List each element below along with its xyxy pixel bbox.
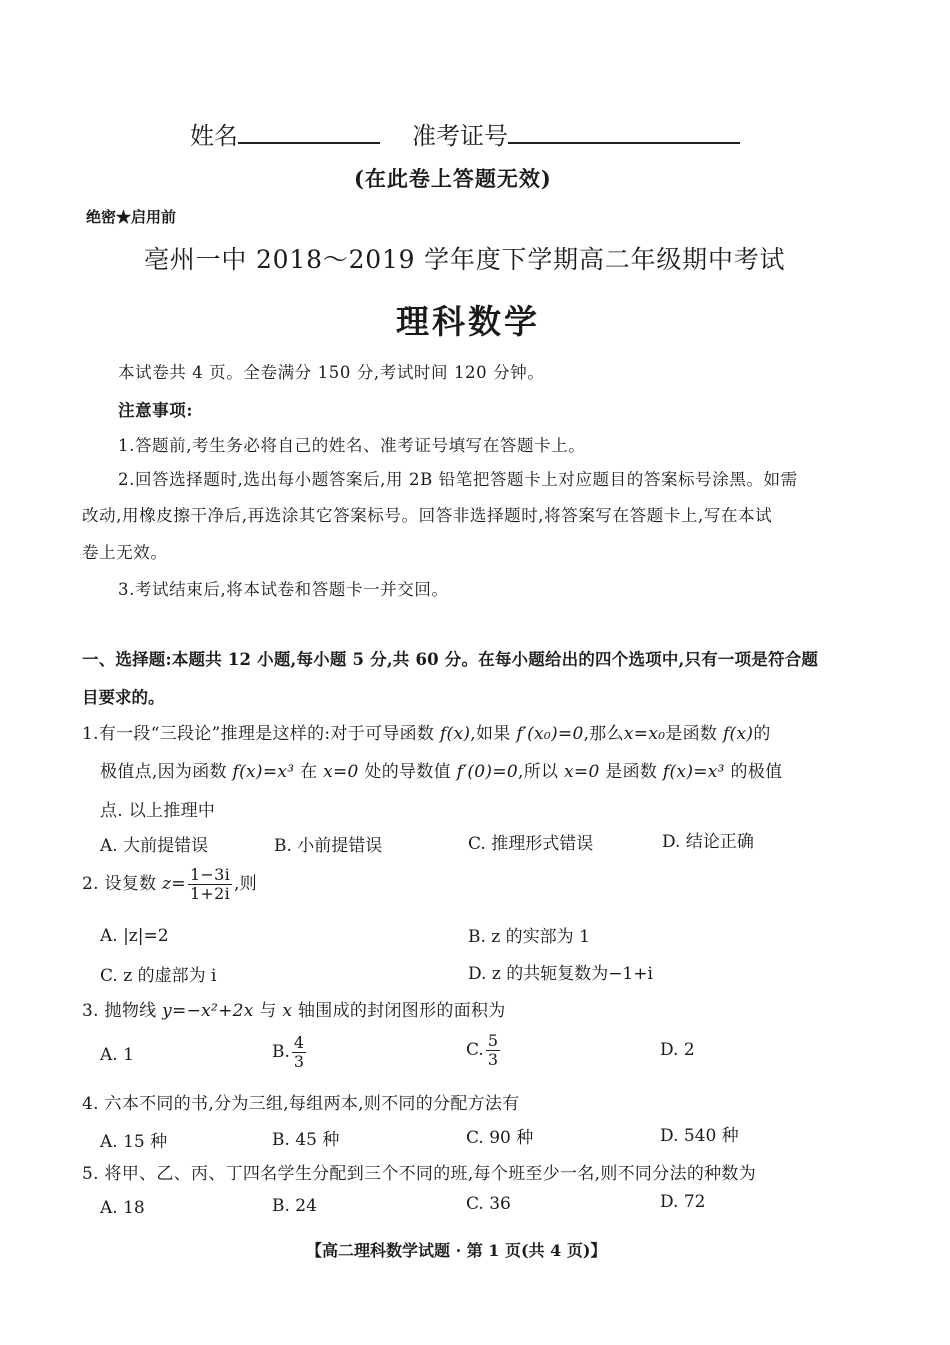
- section-1-heading-line2: 目要求的。: [82, 688, 165, 707]
- q2-fraction: $\frac{1-3i}{1+2i}$: [189, 865, 231, 903]
- q3-option-b-fraction: $\frac{4}{3}$: [293, 1033, 305, 1071]
- q2-option-a[interactable]: A. |z|=2: [100, 926, 169, 946]
- q1-line1: 1.有一段“三段论”推理是这样的:对于可导函数 f(x),如果 f′(x₀)=0,那么x=x₀是函数 f(x)的: [82, 724, 771, 744]
- name-label: 姓名: [190, 122, 238, 150]
- secret-mark: 绝密★启用前: [86, 208, 177, 226]
- q4-option-a[interactable]: A. 15 种: [100, 1132, 168, 1152]
- id-label-row: [412, 116, 740, 151]
- section-1-heading-line1: 一、选择题:本题共 12 小题,每小题 5 分,共 60 分。在每小题给出的四个选项中,只有一项是符合题: [82, 650, 819, 669]
- q3-option-a[interactable]: A. 1: [100, 1045, 134, 1065]
- exam-intro: 本试卷共 4 页。全卷满分 150 分,考试时间 120 分钟。: [118, 363, 545, 382]
- q1-option-c[interactable]: C. 推理形式错误: [468, 834, 594, 854]
- id-label: 准考证号: [412, 122, 508, 150]
- q1-line3: 点. 以上推理中: [100, 801, 216, 821]
- q3-option-c[interactable]: C. $\frac{5}{3}$: [466, 1031, 498, 1069]
- q1-option-b[interactable]: B. 小前提错误: [274, 836, 383, 856]
- name-label-row: [190, 116, 380, 151]
- q2-option-b[interactable]: B. z 的实部为 1: [468, 927, 590, 947]
- q5-stem: 5. 将甲、乙、丙、丁四名学生分配到三个不同的班,每个班至少一名,则不同分法的种数为: [82, 1164, 757, 1184]
- q3-option-d[interactable]: D. 2: [660, 1040, 695, 1060]
- q4-option-b[interactable]: B. 45 种: [272, 1130, 340, 1150]
- q5-option-d[interactable]: D. 72: [660, 1192, 706, 1212]
- name-blank[interactable]: [238, 141, 380, 144]
- q5-option-b[interactable]: B. 24: [272, 1196, 317, 1216]
- id-blank[interactable]: [508, 141, 740, 144]
- q2-option-c[interactable]: C. z 的虚部为 i: [100, 966, 217, 986]
- q1-line2: 极值点,因为函数 f(x)=x³ 在 x=0 处的导数值 f′(0)=0,所以 x=0 是函数 f(x)=x³ 的极值: [100, 762, 783, 782]
- q2-stem: 2. 设复数 z= $\frac{1-3i}{1+2i}$ ,则: [82, 865, 258, 903]
- subject-title: 理科数学: [396, 302, 540, 341]
- notes-heading: 注意事项:: [118, 401, 194, 420]
- note-2-line2: 改动,用橡皮擦干净后,再选涂其它答案标号。回答非选择题时,将答案写在答题卡上,写在本试: [82, 506, 773, 525]
- q4-stem: 4. 六本不同的书,分为三组,每组两本,则不同的分配方法有: [82, 1094, 520, 1114]
- q5-option-a[interactable]: A. 18: [100, 1198, 145, 1218]
- q1-option-d[interactable]: D. 结论正确: [662, 832, 754, 852]
- note-2-line3: 卷上无效。: [82, 543, 168, 562]
- note-3: 3.考试结束后,将本试卷和答题卡一并交回。: [118, 580, 449, 599]
- q3-stem: 3. 抛物线 y=−x²+2x 与 x 轴围成的封闭图形的面积为: [82, 1001, 506, 1021]
- exam-title: 亳州一中 2018～2019 学年度下学期高二年级期中考试: [144, 245, 786, 274]
- q4-option-d[interactable]: D. 540 种: [660, 1126, 739, 1146]
- q5-option-c[interactable]: C. 36: [466, 1194, 511, 1214]
- page-footer: 【高二理科数学试题 · 第 1 页(共 4 页)】: [306, 1241, 607, 1260]
- q2-option-d[interactable]: D. z 的共轭复数为−1+i: [468, 964, 653, 984]
- note-2-line1: 2.回答选择题时,选出每小题答案后,用 2B 铅笔把答题卡上对应题目的答案标号涂黑。如需: [118, 470, 798, 489]
- q4-option-c[interactable]: C. 90 种: [466, 1128, 534, 1148]
- q3-option-c-fraction: $\frac{5}{3}$: [487, 1031, 498, 1069]
- note-1: 1.答题前,考生务必将自己的姓名、准考证号填写在答题卡上。: [118, 436, 586, 455]
- q3-option-b[interactable]: B. $\frac{4}{3}$: [272, 1033, 305, 1071]
- answer-notice: (在此卷上答题无效): [354, 166, 552, 191]
- q1-option-a[interactable]: A. 大前提错误: [100, 836, 209, 856]
